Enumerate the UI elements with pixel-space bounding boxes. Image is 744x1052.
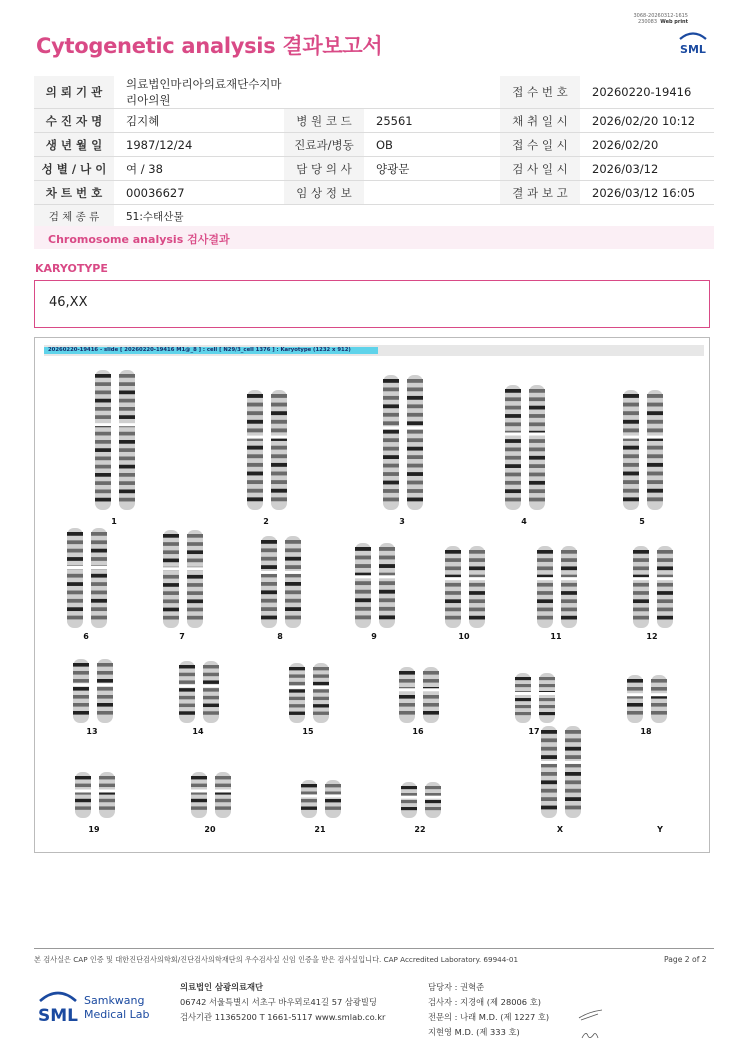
chromosome xyxy=(468,546,486,628)
info-label: 성 별 / 나 이 xyxy=(34,157,114,181)
info-row xyxy=(34,109,714,133)
chromosome xyxy=(74,772,92,818)
page-number: Page 2 of 2 xyxy=(664,955,707,964)
report-title: Cytogenetic analysis 결과보고서 xyxy=(36,34,383,58)
chromosome xyxy=(564,726,582,818)
chromosome-label: 19 xyxy=(88,825,100,834)
brand-main: SML xyxy=(38,1006,78,1026)
info-label: 접 수 번 호 xyxy=(500,76,580,109)
info-value xyxy=(364,76,500,109)
info-value: 의료법인마리아의료재단수지마리아의원 xyxy=(114,76,284,109)
info-row xyxy=(34,133,714,157)
chromosome-label: 16 xyxy=(412,727,424,736)
chromosome xyxy=(98,772,116,818)
chromosome xyxy=(186,530,204,628)
chromosome xyxy=(560,546,578,628)
chromosome-label: 18 xyxy=(640,727,652,736)
accreditation-note: 본 검사실은 CAP 인증 및 대한진단검사의학회/진단검사의학재단의 우수검사실 신임 인증을 받은 검사실입니다. CAP Accredited Laboratory. 69944-01 xyxy=(34,955,519,964)
info-label: 접 수 일 시 xyxy=(500,133,580,157)
info-value: 2026/03/12 xyxy=(580,157,714,181)
info-value: 양광문 xyxy=(364,157,500,181)
chromosome xyxy=(656,546,674,628)
chromosome xyxy=(202,661,220,723)
patient-info-table xyxy=(34,76,714,229)
print-id xyxy=(633,13,688,25)
chromosome xyxy=(94,370,112,510)
chromosome-label: 13 xyxy=(86,727,98,736)
chromosome xyxy=(190,772,208,818)
samkwang-logo xyxy=(38,985,158,1029)
sml-logo-text: SML xyxy=(680,43,706,56)
chromosome-label: 10 xyxy=(458,632,470,641)
info-label xyxy=(284,76,364,109)
chromosome-label: 15 xyxy=(302,727,314,736)
sign-line: 검사자 : 지경애 (제 28006 호) xyxy=(428,997,541,1007)
sign-line: 지현영 M.D. (제 333 호) xyxy=(428,1027,520,1037)
chromosome xyxy=(400,782,418,818)
chromosome xyxy=(444,546,462,628)
info-value: 20260220-19416 xyxy=(580,76,714,109)
chromosome xyxy=(90,528,108,628)
org-contact: 검사기관 11365200 T 1661-5117 www.smlab.co.kr xyxy=(180,1012,386,1022)
chromosome xyxy=(422,667,440,723)
specimen-row xyxy=(34,205,714,229)
chromosome xyxy=(538,673,556,723)
chromosome-label: X xyxy=(556,825,564,834)
image-caption: 20260220-19416 - slide [ 20260220-19416 M1@_8 ] : cell [ N29/3_cell 1376 ] : Karyotype (1232 x 912) xyxy=(44,347,378,354)
chromosome xyxy=(300,780,318,818)
karyogram-drawing xyxy=(35,338,709,852)
info-label: 채 취 일 시 xyxy=(500,109,580,133)
chromosome xyxy=(270,390,288,510)
chromosome xyxy=(162,530,180,628)
chromosome-label: 3 xyxy=(399,517,405,526)
info-label: 결 과 보 고 xyxy=(500,181,580,205)
chromosome-label: 20 xyxy=(204,825,216,834)
chromosome-label: 5 xyxy=(639,517,645,526)
info-value: 25561 xyxy=(364,109,500,133)
info-value xyxy=(364,181,500,205)
info-label: 의 뢰 기 관 xyxy=(34,76,114,109)
chromosome xyxy=(646,390,664,510)
chromosome-label: 6 xyxy=(83,632,89,641)
footer-divider xyxy=(34,948,714,949)
info-label: 담 당 의 사 xyxy=(284,157,364,181)
info-label: 병 원 코 드 xyxy=(284,109,364,133)
sml-logo xyxy=(676,26,710,60)
chromosome xyxy=(622,390,640,510)
chromosome xyxy=(382,375,400,510)
info-row xyxy=(34,157,714,181)
signature-marks xyxy=(576,1008,606,1044)
sign-line: 담당자 : 권혁준 xyxy=(428,982,485,992)
chromosome xyxy=(118,370,136,510)
chromosome xyxy=(424,782,442,818)
chromosome xyxy=(626,675,644,723)
info-label: 차 트 번 호 xyxy=(34,181,114,205)
chromosome-label: 1 xyxy=(111,517,117,526)
info-label: 생 년 월 일 xyxy=(34,133,114,157)
chromosome-label: 8 xyxy=(277,632,283,641)
chromosome-label: 2 xyxy=(263,517,269,526)
chromosome xyxy=(504,385,522,510)
karyotype-box xyxy=(34,280,710,328)
info-row xyxy=(34,76,714,109)
chromosome xyxy=(178,661,196,723)
chromosome xyxy=(632,546,650,628)
signatories xyxy=(428,980,549,1040)
chromosome-label: 11 xyxy=(550,632,562,641)
web-print-label: Web print xyxy=(660,19,688,25)
chromosome-label: 17 xyxy=(528,727,540,736)
org-name: 의료법인 삼광의료재단 xyxy=(180,982,264,992)
print-id-line2: 230083 xyxy=(637,19,658,25)
info-value: 2026/03/12 16:05 xyxy=(580,181,714,205)
specimen-value: 51:수태산물 xyxy=(114,205,714,229)
karyotype-heading: KARYOTYPE xyxy=(35,262,108,275)
chromosome xyxy=(284,536,302,628)
info-value: 김지혜 xyxy=(114,109,284,133)
chromosome xyxy=(650,675,668,723)
chromosome-label: 4 xyxy=(521,517,527,526)
chromosome xyxy=(406,375,424,510)
chromosome xyxy=(288,663,306,723)
info-value: OB xyxy=(364,133,500,157)
sign-line: 전문의 : 나래 M.D. (제 1227 호) xyxy=(428,1012,550,1022)
chromosome xyxy=(246,390,264,510)
section-title: Chromosome analysis 검사결과 xyxy=(48,233,230,246)
chromosome xyxy=(66,528,84,628)
chromosome xyxy=(324,780,342,818)
chromosome xyxy=(354,543,372,628)
chromosome-label: 22 xyxy=(414,825,426,834)
chromosome xyxy=(96,659,114,723)
chromosome-label: 14 xyxy=(192,727,204,736)
karyotype-value: 46,XX xyxy=(49,295,88,310)
chromosome xyxy=(312,663,330,723)
karyogram-image xyxy=(34,337,710,853)
info-label: 검 사 일 시 xyxy=(500,157,580,181)
chromosome xyxy=(536,546,554,628)
print-id-line1: 3068-20260312-1615 xyxy=(633,13,688,19)
info-value: 2026/02/20 xyxy=(580,133,714,157)
chromosome-label: 21 xyxy=(314,825,326,834)
specimen-label: 검 체 종 류 xyxy=(34,205,114,229)
info-label: 진료과/병동 xyxy=(284,133,364,157)
chromosome-label: 7 xyxy=(179,632,185,641)
chromosome-label: Y xyxy=(657,825,663,834)
info-label: 수 진 자 명 xyxy=(34,109,114,133)
info-row xyxy=(34,181,714,205)
chromosome xyxy=(528,385,546,510)
chromosome xyxy=(514,673,532,723)
chromosome-label: 12 xyxy=(646,632,658,641)
chromosome xyxy=(398,667,416,723)
brand-line2: Medical Lab xyxy=(84,1008,150,1021)
info-value: 2026/02/20 10:12 xyxy=(580,109,714,133)
org-address: 06742 서울특별시 서초구 바우뫼로41길 57 삼광빌딩 xyxy=(180,997,377,1007)
chromosome-label: 9 xyxy=(371,632,377,641)
brand-line1: Samkwang xyxy=(84,994,145,1007)
info-label: 임 상 정 보 xyxy=(284,181,364,205)
chromosome xyxy=(378,543,396,628)
info-value: 1987/12/24 xyxy=(114,133,284,157)
chromosome xyxy=(214,772,232,818)
chromosome xyxy=(260,536,278,628)
chromosome xyxy=(72,659,90,723)
chromosome xyxy=(540,726,558,818)
org-info xyxy=(180,980,385,1025)
info-value: 여 / 38 xyxy=(114,157,284,181)
info-value: 00036627 xyxy=(114,181,284,205)
